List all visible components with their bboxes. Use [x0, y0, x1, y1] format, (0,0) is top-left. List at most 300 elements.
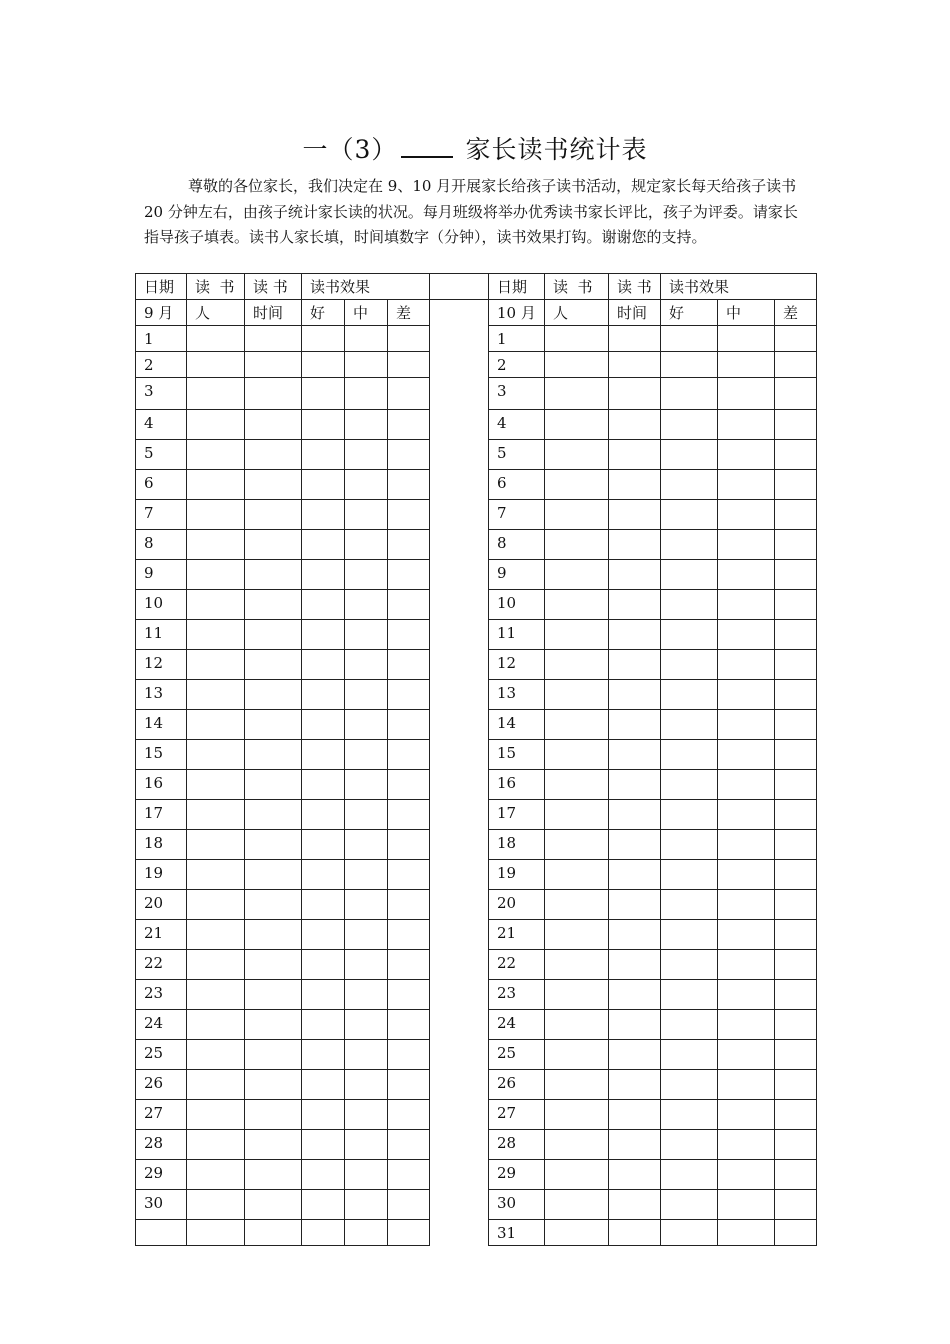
oct-time-cell[interactable]	[609, 710, 661, 740]
sep-good-cell[interactable]	[302, 1220, 345, 1246]
sep-poor-cell[interactable]	[388, 770, 430, 800]
sep-time-cell[interactable]	[245, 830, 302, 860]
oct-medium-cell[interactable]	[718, 590, 775, 620]
sep-reader-cell[interactable]	[187, 1160, 245, 1190]
oct-medium-cell[interactable]	[718, 740, 775, 770]
oct-poor-cell[interactable]	[775, 378, 817, 410]
sep-good-cell[interactable]	[302, 530, 345, 560]
sep-good-cell[interactable]	[302, 1190, 345, 1220]
sep-time-cell[interactable]	[245, 560, 302, 590]
sep-reader-cell[interactable]	[187, 1040, 245, 1070]
oct-time-cell[interactable]	[609, 650, 661, 680]
oct-medium-cell[interactable]	[718, 500, 775, 530]
oct-good-cell[interactable]	[661, 326, 718, 352]
oct-medium-cell[interactable]	[718, 470, 775, 500]
sep-poor-cell[interactable]	[388, 890, 430, 920]
oct-good-cell[interactable]	[661, 890, 718, 920]
sep-reader-cell[interactable]	[187, 920, 245, 950]
oct-medium-cell[interactable]	[718, 680, 775, 710]
oct-time-cell[interactable]	[609, 1040, 661, 1070]
sep-poor-cell[interactable]	[388, 1040, 430, 1070]
oct-time-cell[interactable]	[609, 920, 661, 950]
oct-poor-cell[interactable]	[775, 890, 817, 920]
sep-medium-cell[interactable]	[345, 980, 388, 1010]
sep-time-cell[interactable]	[245, 590, 302, 620]
oct-medium-cell[interactable]	[718, 352, 775, 378]
oct-time-cell[interactable]	[609, 1160, 661, 1190]
oct-time-cell[interactable]	[609, 950, 661, 980]
oct-good-cell[interactable]	[661, 590, 718, 620]
oct-medium-cell[interactable]	[718, 950, 775, 980]
oct-poor-cell[interactable]	[775, 800, 817, 830]
sep-reader-cell[interactable]	[187, 770, 245, 800]
sep-reader-cell[interactable]	[187, 590, 245, 620]
oct-medium-cell[interactable]	[718, 860, 775, 890]
oct-medium-cell[interactable]	[718, 410, 775, 440]
sep-medium-cell[interactable]	[345, 590, 388, 620]
oct-good-cell[interactable]	[661, 1070, 718, 1100]
sep-medium-cell[interactable]	[345, 800, 388, 830]
sep-medium-cell[interactable]	[345, 326, 388, 352]
sep-reader-cell[interactable]	[187, 326, 245, 352]
oct-poor-cell[interactable]	[775, 860, 817, 890]
sep-good-cell[interactable]	[302, 740, 345, 770]
oct-reader-cell[interactable]	[545, 470, 609, 500]
oct-good-cell[interactable]	[661, 1010, 718, 1040]
oct-reader-cell[interactable]	[545, 590, 609, 620]
sep-time-cell[interactable]	[245, 470, 302, 500]
oct-reader-cell[interactable]	[545, 980, 609, 1010]
oct-reader-cell[interactable]	[545, 1070, 609, 1100]
sep-good-cell[interactable]	[302, 920, 345, 950]
sep-poor-cell[interactable]	[388, 500, 430, 530]
sep-poor-cell[interactable]	[388, 470, 430, 500]
oct-poor-cell[interactable]	[775, 1130, 817, 1160]
oct-good-cell[interactable]	[661, 980, 718, 1010]
oct-time-cell[interactable]	[609, 1010, 661, 1040]
sep-time-cell[interactable]	[245, 710, 302, 740]
sep-poor-cell[interactable]	[388, 680, 430, 710]
sep-medium-cell[interactable]	[345, 890, 388, 920]
sep-medium-cell[interactable]	[345, 650, 388, 680]
oct-time-cell[interactable]	[609, 590, 661, 620]
oct-medium-cell[interactable]	[718, 710, 775, 740]
oct-time-cell[interactable]	[609, 890, 661, 920]
sep-medium-cell[interactable]	[345, 710, 388, 740]
oct-good-cell[interactable]	[661, 800, 718, 830]
oct-reader-cell[interactable]	[545, 800, 609, 830]
sep-time-cell[interactable]	[245, 1070, 302, 1100]
oct-time-cell[interactable]	[609, 352, 661, 378]
oct-poor-cell[interactable]	[775, 470, 817, 500]
sep-medium-cell[interactable]	[345, 830, 388, 860]
sep-medium-cell[interactable]	[345, 1190, 388, 1220]
sep-time-cell[interactable]	[245, 770, 302, 800]
oct-medium-cell[interactable]	[718, 440, 775, 470]
sep-good-cell[interactable]	[302, 1070, 345, 1100]
oct-poor-cell[interactable]	[775, 1100, 817, 1130]
oct-good-cell[interactable]	[661, 1100, 718, 1130]
oct-poor-cell[interactable]	[775, 710, 817, 740]
sep-poor-cell[interactable]	[388, 620, 430, 650]
sep-poor-cell[interactable]	[388, 530, 430, 560]
sep-good-cell[interactable]	[302, 620, 345, 650]
oct-reader-cell[interactable]	[545, 440, 609, 470]
sep-medium-cell[interactable]	[345, 770, 388, 800]
sep-poor-cell[interactable]	[388, 1220, 430, 1246]
sep-poor-cell[interactable]	[388, 560, 430, 590]
oct-time-cell[interactable]	[609, 830, 661, 860]
oct-poor-cell[interactable]	[775, 530, 817, 560]
sep-poor-cell[interactable]	[388, 950, 430, 980]
oct-good-cell[interactable]	[661, 440, 718, 470]
oct-good-cell[interactable]	[661, 1040, 718, 1070]
sep-poor-cell[interactable]	[388, 1190, 430, 1220]
sep-good-cell[interactable]	[302, 590, 345, 620]
sep-poor-cell[interactable]	[388, 800, 430, 830]
sep-reader-cell[interactable]	[187, 620, 245, 650]
sep-medium-cell[interactable]	[345, 1040, 388, 1070]
sep-time-cell[interactable]	[245, 1100, 302, 1130]
sep-time-cell[interactable]	[245, 352, 302, 378]
oct-poor-cell[interactable]	[775, 830, 817, 860]
sep-good-cell[interactable]	[302, 800, 345, 830]
sep-poor-cell[interactable]	[388, 1070, 430, 1100]
sep-medium-cell[interactable]	[345, 352, 388, 378]
sep-medium-cell[interactable]	[345, 620, 388, 650]
oct-good-cell[interactable]	[661, 710, 718, 740]
sep-time-cell[interactable]	[245, 530, 302, 560]
oct-time-cell[interactable]	[609, 1130, 661, 1160]
sep-medium-cell[interactable]	[345, 530, 388, 560]
sep-good-cell[interactable]	[302, 710, 345, 740]
oct-poor-cell[interactable]	[775, 740, 817, 770]
sep-time-cell[interactable]	[245, 860, 302, 890]
sep-medium-cell[interactable]	[345, 500, 388, 530]
sep-reader-cell[interactable]	[187, 440, 245, 470]
oct-reader-cell[interactable]	[545, 500, 609, 530]
oct-time-cell[interactable]	[609, 530, 661, 560]
sep-good-cell[interactable]	[302, 1160, 345, 1190]
sep-time-cell[interactable]	[245, 650, 302, 680]
sep-time-cell[interactable]	[245, 326, 302, 352]
oct-time-cell[interactable]	[609, 410, 661, 440]
sep-poor-cell[interactable]	[388, 1160, 430, 1190]
sep-medium-cell[interactable]	[345, 1010, 388, 1040]
oct-reader-cell[interactable]	[545, 740, 609, 770]
sep-good-cell[interactable]	[302, 560, 345, 590]
oct-time-cell[interactable]	[609, 620, 661, 650]
sep-good-cell[interactable]	[302, 950, 345, 980]
sep-poor-cell[interactable]	[388, 410, 430, 440]
oct-good-cell[interactable]	[661, 920, 718, 950]
sep-poor-cell[interactable]	[388, 1130, 430, 1160]
oct-good-cell[interactable]	[661, 860, 718, 890]
sep-medium-cell[interactable]	[345, 1130, 388, 1160]
oct-good-cell[interactable]	[661, 410, 718, 440]
oct-reader-cell[interactable]	[545, 890, 609, 920]
oct-medium-cell[interactable]	[718, 800, 775, 830]
oct-poor-cell[interactable]	[775, 560, 817, 590]
oct-medium-cell[interactable]	[718, 890, 775, 920]
oct-reader-cell[interactable]	[545, 560, 609, 590]
oct-reader-cell[interactable]	[545, 1040, 609, 1070]
oct-good-cell[interactable]	[661, 500, 718, 530]
oct-reader-cell[interactable]	[545, 620, 609, 650]
oct-time-cell[interactable]	[609, 1100, 661, 1130]
sep-reader-cell[interactable]	[187, 710, 245, 740]
oct-medium-cell[interactable]	[718, 530, 775, 560]
sep-good-cell[interactable]	[302, 890, 345, 920]
oct-time-cell[interactable]	[609, 470, 661, 500]
sep-poor-cell[interactable]	[388, 326, 430, 352]
sep-poor-cell[interactable]	[388, 590, 430, 620]
oct-good-cell[interactable]	[661, 1220, 718, 1246]
oct-medium-cell[interactable]	[718, 326, 775, 352]
oct-poor-cell[interactable]	[775, 352, 817, 378]
sep-reader-cell[interactable]	[187, 1190, 245, 1220]
oct-reader-cell[interactable]	[545, 530, 609, 560]
oct-reader-cell[interactable]	[545, 1160, 609, 1190]
sep-reader-cell[interactable]	[187, 1070, 245, 1100]
oct-reader-cell[interactable]	[545, 710, 609, 740]
sep-reader-cell[interactable]	[187, 830, 245, 860]
sep-time-cell[interactable]	[245, 440, 302, 470]
sep-reader-cell[interactable]	[187, 650, 245, 680]
oct-medium-cell[interactable]	[718, 620, 775, 650]
sep-good-cell[interactable]	[302, 470, 345, 500]
sep-time-cell[interactable]	[245, 1220, 302, 1246]
oct-poor-cell[interactable]	[775, 980, 817, 1010]
oct-medium-cell[interactable]	[718, 560, 775, 590]
oct-medium-cell[interactable]	[718, 1070, 775, 1100]
oct-reader-cell[interactable]	[545, 1190, 609, 1220]
sep-time-cell[interactable]	[245, 620, 302, 650]
sep-good-cell[interactable]	[302, 1040, 345, 1070]
sep-time-cell[interactable]	[245, 1040, 302, 1070]
oct-poor-cell[interactable]	[775, 590, 817, 620]
oct-good-cell[interactable]	[661, 680, 718, 710]
sep-medium-cell[interactable]	[345, 860, 388, 890]
sep-time-cell[interactable]	[245, 740, 302, 770]
oct-medium-cell[interactable]	[718, 1100, 775, 1130]
oct-poor-cell[interactable]	[775, 770, 817, 800]
oct-medium-cell[interactable]	[718, 1010, 775, 1040]
oct-good-cell[interactable]	[661, 830, 718, 860]
sep-poor-cell[interactable]	[388, 710, 430, 740]
oct-reader-cell[interactable]	[545, 860, 609, 890]
oct-good-cell[interactable]	[661, 770, 718, 800]
sep-time-cell[interactable]	[245, 1190, 302, 1220]
sep-reader-cell[interactable]	[187, 470, 245, 500]
sep-reader-cell[interactable]	[187, 980, 245, 1010]
oct-poor-cell[interactable]	[775, 1220, 817, 1246]
oct-reader-cell[interactable]	[545, 650, 609, 680]
sep-time-cell[interactable]	[245, 500, 302, 530]
oct-good-cell[interactable]	[661, 1190, 718, 1220]
sep-poor-cell[interactable]	[388, 1010, 430, 1040]
sep-reader-cell[interactable]	[187, 500, 245, 530]
oct-time-cell[interactable]	[609, 1190, 661, 1220]
oct-poor-cell[interactable]	[775, 1070, 817, 1100]
oct-medium-cell[interactable]	[718, 650, 775, 680]
oct-poor-cell[interactable]	[775, 410, 817, 440]
oct-poor-cell[interactable]	[775, 440, 817, 470]
sep-reader-cell[interactable]	[187, 1130, 245, 1160]
sep-poor-cell[interactable]	[388, 378, 430, 410]
oct-poor-cell[interactable]	[775, 1010, 817, 1040]
sep-medium-cell[interactable]	[345, 378, 388, 410]
oct-poor-cell[interactable]	[775, 680, 817, 710]
sep-good-cell[interactable]	[302, 1130, 345, 1160]
oct-medium-cell[interactable]	[718, 1160, 775, 1190]
oct-medium-cell[interactable]	[718, 980, 775, 1010]
oct-poor-cell[interactable]	[775, 920, 817, 950]
sep-reader-cell[interactable]	[187, 378, 245, 410]
sep-reader-cell[interactable]	[187, 860, 245, 890]
oct-good-cell[interactable]	[661, 530, 718, 560]
sep-poor-cell[interactable]	[388, 440, 430, 470]
sep-medium-cell[interactable]	[345, 1070, 388, 1100]
oct-medium-cell[interactable]	[718, 920, 775, 950]
sep-good-cell[interactable]	[302, 1100, 345, 1130]
oct-good-cell[interactable]	[661, 560, 718, 590]
oct-good-cell[interactable]	[661, 950, 718, 980]
oct-time-cell[interactable]	[609, 440, 661, 470]
sep-good-cell[interactable]	[302, 860, 345, 890]
sep-reader-cell[interactable]	[187, 1010, 245, 1040]
sep-poor-cell[interactable]	[388, 860, 430, 890]
oct-good-cell[interactable]	[661, 1130, 718, 1160]
oct-medium-cell[interactable]	[718, 1130, 775, 1160]
sep-poor-cell[interactable]	[388, 980, 430, 1010]
sep-time-cell[interactable]	[245, 920, 302, 950]
oct-reader-cell[interactable]	[545, 950, 609, 980]
oct-time-cell[interactable]	[609, 378, 661, 410]
sep-medium-cell[interactable]	[345, 1100, 388, 1130]
oct-time-cell[interactable]	[609, 800, 661, 830]
oct-time-cell[interactable]	[609, 560, 661, 590]
sep-time-cell[interactable]	[245, 1160, 302, 1190]
oct-time-cell[interactable]	[609, 1220, 661, 1246]
sep-good-cell[interactable]	[302, 980, 345, 1010]
sep-reader-cell[interactable]	[187, 410, 245, 440]
sep-reader-cell[interactable]	[187, 950, 245, 980]
oct-medium-cell[interactable]	[718, 1040, 775, 1070]
sep-poor-cell[interactable]	[388, 830, 430, 860]
sep-good-cell[interactable]	[302, 500, 345, 530]
sep-reader-cell[interactable]	[187, 740, 245, 770]
oct-good-cell[interactable]	[661, 378, 718, 410]
oct-medium-cell[interactable]	[718, 770, 775, 800]
oct-poor-cell[interactable]	[775, 326, 817, 352]
oct-poor-cell[interactable]	[775, 1160, 817, 1190]
oct-good-cell[interactable]	[661, 1160, 718, 1190]
sep-medium-cell[interactable]	[345, 740, 388, 770]
sep-time-cell[interactable]	[245, 950, 302, 980]
sep-time-cell[interactable]	[245, 980, 302, 1010]
oct-time-cell[interactable]	[609, 680, 661, 710]
oct-reader-cell[interactable]	[545, 920, 609, 950]
oct-reader-cell[interactable]	[545, 1010, 609, 1040]
oct-reader-cell[interactable]	[545, 830, 609, 860]
sep-good-cell[interactable]	[302, 378, 345, 410]
sep-time-cell[interactable]	[245, 680, 302, 710]
oct-medium-cell[interactable]	[718, 378, 775, 410]
oct-reader-cell[interactable]	[545, 1220, 609, 1246]
oct-good-cell[interactable]	[661, 620, 718, 650]
sep-medium-cell[interactable]	[345, 440, 388, 470]
oct-medium-cell[interactable]	[718, 1190, 775, 1220]
sep-reader-cell[interactable]	[187, 530, 245, 560]
sep-good-cell[interactable]	[302, 650, 345, 680]
oct-time-cell[interactable]	[609, 326, 661, 352]
oct-time-cell[interactable]	[609, 1070, 661, 1100]
oct-good-cell[interactable]	[661, 650, 718, 680]
oct-good-cell[interactable]	[661, 740, 718, 770]
oct-time-cell[interactable]	[609, 980, 661, 1010]
sep-reader-cell[interactable]	[187, 1100, 245, 1130]
oct-reader-cell[interactable]	[545, 378, 609, 410]
oct-poor-cell[interactable]	[775, 620, 817, 650]
oct-time-cell[interactable]	[609, 860, 661, 890]
oct-poor-cell[interactable]	[775, 950, 817, 980]
sep-good-cell[interactable]	[302, 770, 345, 800]
sep-good-cell[interactable]	[302, 326, 345, 352]
oct-good-cell[interactable]	[661, 470, 718, 500]
oct-reader-cell[interactable]	[545, 352, 609, 378]
sep-poor-cell[interactable]	[388, 352, 430, 378]
sep-good-cell[interactable]	[302, 830, 345, 860]
sep-poor-cell[interactable]	[388, 1100, 430, 1130]
oct-reader-cell[interactable]	[545, 770, 609, 800]
oct-poor-cell[interactable]	[775, 1040, 817, 1070]
oct-time-cell[interactable]	[609, 770, 661, 800]
oct-reader-cell[interactable]	[545, 680, 609, 710]
sep-reader-cell[interactable]	[187, 352, 245, 378]
sep-time-cell[interactable]	[245, 800, 302, 830]
sep-time-cell[interactable]	[245, 410, 302, 440]
sep-medium-cell[interactable]	[345, 410, 388, 440]
oct-time-cell[interactable]	[609, 740, 661, 770]
oct-reader-cell[interactable]	[545, 1100, 609, 1130]
oct-poor-cell[interactable]	[775, 1190, 817, 1220]
sep-medium-cell[interactable]	[345, 560, 388, 590]
sep-medium-cell[interactable]	[345, 1220, 388, 1246]
class-name-blank[interactable]	[401, 134, 453, 158]
sep-poor-cell[interactable]	[388, 740, 430, 770]
oct-time-cell[interactable]	[609, 500, 661, 530]
sep-reader-cell[interactable]	[187, 800, 245, 830]
oct-poor-cell[interactable]	[775, 500, 817, 530]
sep-medium-cell[interactable]	[345, 680, 388, 710]
sep-medium-cell[interactable]	[345, 920, 388, 950]
sep-reader-cell[interactable]	[187, 1220, 245, 1246]
oct-reader-cell[interactable]	[545, 326, 609, 352]
sep-good-cell[interactable]	[302, 440, 345, 470]
oct-medium-cell[interactable]	[718, 1220, 775, 1246]
oct-good-cell[interactable]	[661, 352, 718, 378]
oct-medium-cell[interactable]	[718, 830, 775, 860]
sep-poor-cell[interactable]	[388, 920, 430, 950]
sep-poor-cell[interactable]	[388, 650, 430, 680]
sep-good-cell[interactable]	[302, 410, 345, 440]
sep-good-cell[interactable]	[302, 680, 345, 710]
sep-good-cell[interactable]	[302, 352, 345, 378]
sep-time-cell[interactable]	[245, 1010, 302, 1040]
sep-reader-cell[interactable]	[187, 560, 245, 590]
sep-medium-cell[interactable]	[345, 1160, 388, 1190]
